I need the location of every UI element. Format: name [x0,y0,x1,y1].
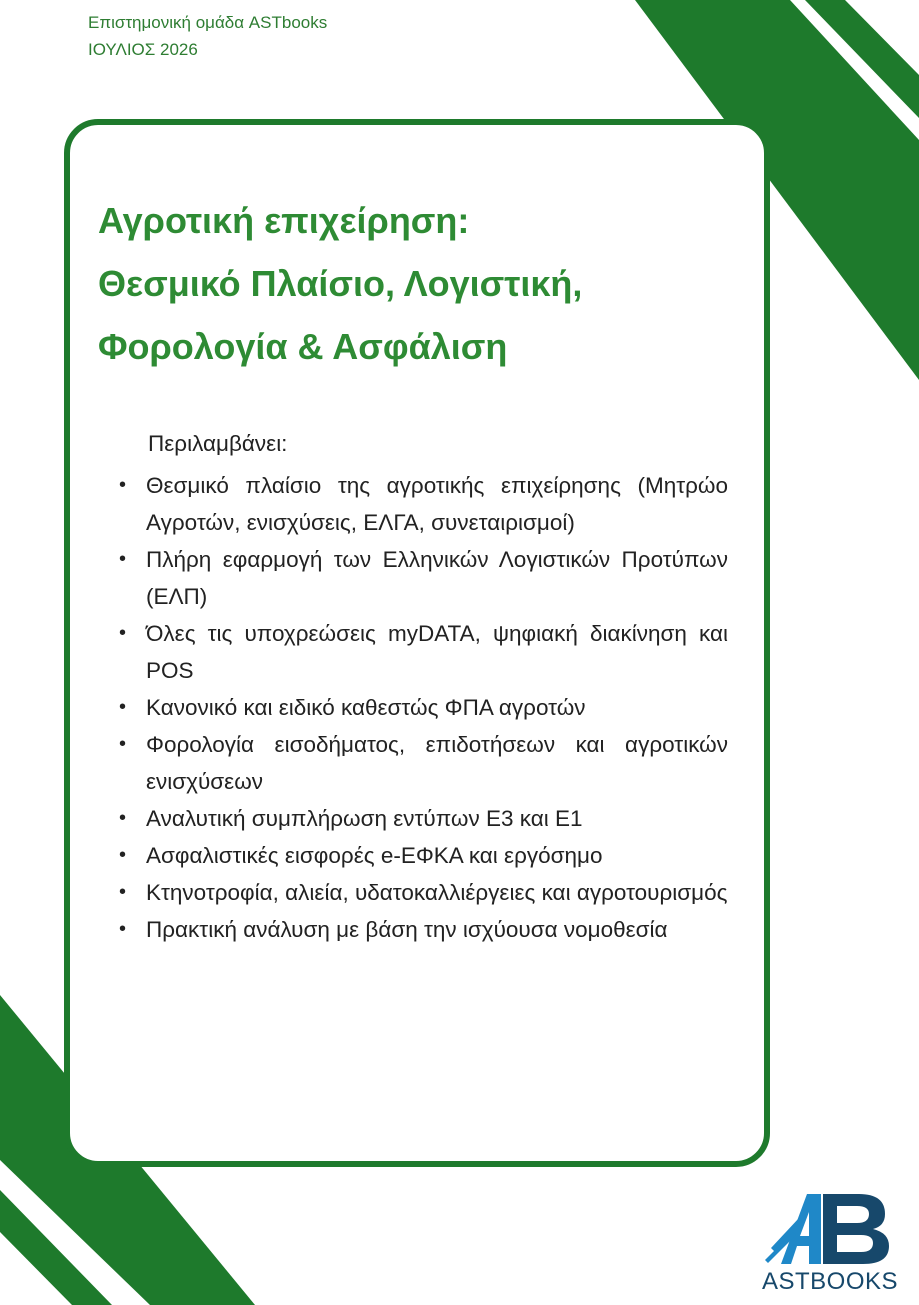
bullet-icon: • [119,881,127,903]
header-date: ΙΟΥΛΙΟΣ 2026 [88,40,198,59]
logo-text: ASTBOOKS [761,1268,899,1295]
list-item [119,837,728,874]
list-item-text: Πρακτική ανάλυση με βάση την ισχύουσα νομοθεσία [146,917,668,942]
list-item-text: Θεσμικό πλαίσιο της αγροτικής επιχείρησης (Μητρώο Αγροτών, ενισχύσεις, ΕΛΓΑ, συνεταιρισμοί) [146,473,728,535]
bullet-icon: • [119,548,127,570]
contents-list [119,467,728,948]
list-item-text: Φορολογία εισοδήματος, επιδοτήσεων και αγροτικών ενισχύσεων [146,732,728,794]
page-title [98,189,738,378]
list-item [119,911,728,948]
bullet-icon: • [119,918,127,940]
bullet-icon: • [119,622,127,644]
list-item-text: Αναλυτική συμπλήρωση εντύπων Ε3 και Ε1 [146,806,583,831]
header [88,9,327,63]
list-item [119,615,728,689]
astbooks-logo [755,1188,905,1305]
list-item [119,689,728,726]
title-line-2: Θεσμικό Πλαίσιο, Λογιστική, [98,263,583,304]
list-item [119,800,728,837]
list-item [119,726,728,800]
ab-logo-icon [763,1188,897,1268]
bullet-icon: • [119,733,127,755]
list-item [119,467,728,541]
bullet-icon: • [119,474,127,496]
list-item-text: Όλες τις υποχρεώσεις myDATA, ψηφιακή διακίνηση και POS [146,621,728,683]
list-item [119,541,728,615]
title-line-3: Φορολογία & Ασφάλιση [98,326,508,367]
list-item-text: Κανονικό και ειδικό καθεστώς ΦΠΑ αγροτών [146,695,586,720]
bullet-icon: • [119,844,127,866]
list-item [119,874,728,911]
includes-label: Περιλαμβάνει: [148,431,288,456]
list-item-text: Κτηνοτροφία, αλιεία, υδατοκαλλιέργειες και αγροτουρισμός [146,880,728,905]
content-card [64,119,770,1167]
list-item-text: Ασφαλιστικές εισφορές e-ΕΦΚΑ και εργόσημο [146,843,603,868]
bullet-icon: • [119,696,127,718]
bullet-icon: • [119,807,127,829]
header-org: Επιστημονική ομάδα ASTbooks [88,13,328,32]
list-item-text: Πλήρη εφαρμογή των Ελληνικών Λογιστικών Προτύπων (ΕΛΠ) [146,547,728,609]
title-line-1: Αγροτική επιχείρηση: [98,200,470,241]
